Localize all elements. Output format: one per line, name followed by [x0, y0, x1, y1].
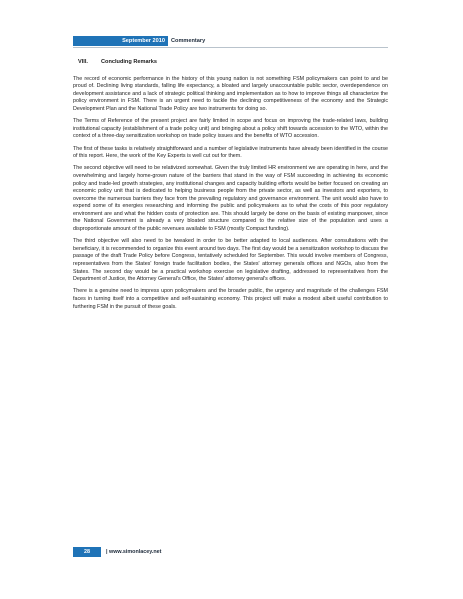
paragraph: The record of economic performance in the history of this young nation is not something FSM policymakers can point to and be proud of. Declining living standards, falling life expectancy, a bloated and largely unaccountable public sector, overdependence on development assistance and a lack of strategic political thinking and implementation as to how to improve things all characterize the policy environment in FSM. There is an urgent need to tackle the declining competitiveness of the economy and the Strategic Development Plan and the National Trade Policy are two instruments for doing so. — [73, 75, 388, 112]
section-heading — [73, 59, 388, 67]
paragraph: The second objective will need to be relativized somewhat. Given the truly limited HR environment we are operating in here, and the overwhelming and largely home-grown nature of the barriers that stand in the way of FSM succeeding in achieving its economic policy and trade-led growth strategies, any institutional changes and capacity building efforts would be better focused on creating an economic policy unit that is dedicated to helping business people from the private sector, as well as investors and exporters, to overcome the numerous barriers they face from the prevailing regulatory and governance environment. The unit would also have to expend some of its energies researching and informing the public and policymakers as to what the costs of this poor regulatory environment are and what the hidden costs of protection are. This should largely be done on the basis of existing manpower, since the National Government is already a very bloated structure compared to the relative size of the population and uses a disproportionate amount of the public revenues available to FSM (mostly Compact funding). — [73, 165, 388, 233]
page-number: 28 — [84, 549, 90, 555]
paragraph: There is a genuine need to impress upon policymakers and the broader public, the urgency and magnitude of the challenges FSM faces in turning itself into a competitive and self-sustaining economy. This project will make a modest albeit useful contribution to furthering FSM in the pursuit of these goals. — [73, 288, 388, 310]
paragraph: The Terms of Reference of the present project are fairly limited in scope and focus on improving the trade-related laws, building institutional capacity (establishment of a trade policy unit) and bringing about a policy shift towards accession to the WTO, within the context of a three-day sensitization workshop on trade policy issues and the benefits of WTO accession. — [73, 118, 388, 140]
header-divider — [73, 47, 388, 48]
paragraph: The first of these tasks is relatively straightforward and a number of legislative instruments have already been identified in the course of this report. Here, the work of the Key Experts is well cut out for them. — [73, 145, 388, 160]
header-date: September 2010 — [122, 38, 165, 44]
header-section-label: Commentary — [171, 38, 206, 44]
section-number: VIII. — [78, 59, 88, 65]
footer-website-link[interactable]: | www.simonlacey.net — [106, 549, 162, 555]
paragraph: The third objective will also need to be tweaked in order to be better adapted to local audiences. After consultations with the beneficiary, it is recommended to organize this event around two days. The first day would be a sensitization workshop to discuss the passage of the draft Trade Policy before Congress, tentatively scheduled for September. This would involve members of Congress, representatives from the States' foreign trade facilitation bodies, the States' attorney generals offices and NGOs, also from the States. The second day would be a practical workshop exercise on legislative drafting, addressed to representatives from the Department of Justice, the Attorney General's Office, the States' attorney general's offices. — [73, 238, 388, 283]
section-title: Concluding Remarks — [101, 59, 157, 65]
document-body — [73, 55, 388, 316]
